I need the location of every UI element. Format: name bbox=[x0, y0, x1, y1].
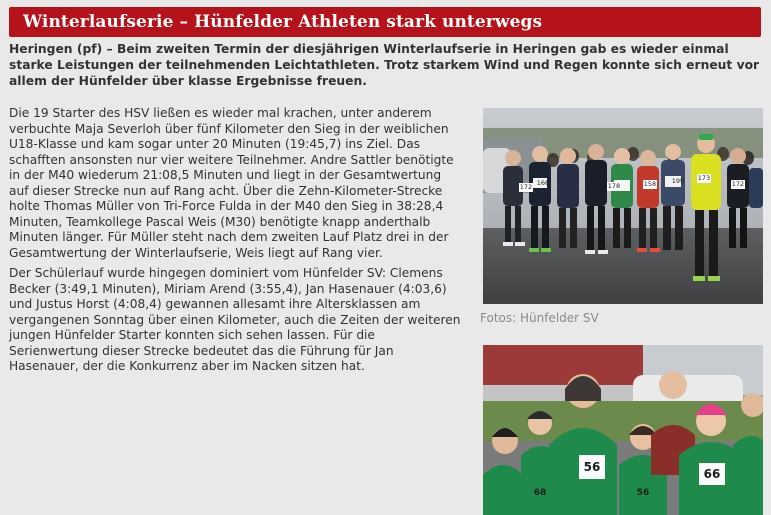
race-bib-number: 166 bbox=[536, 179, 550, 187]
photo-kids-team bbox=[483, 345, 763, 515]
article-paragraph-1: Die 19 Starter des HSV ließen es wieder mal krachen, unter anderem verbuchte Maja Severloh über fünf Kilometer den Sieg in der weiblichen U18-Klasse und kam sogar unter 20 Minuten (19:45,7) ins Ziel. Das schafften ansonsten nur vier weitere Teilnehmer. Andre Sattler benötigte in der M40 wiederum 21:08,5 Minuten und liegt in der Gesamtwertung auf dieser Strecke nun auf Rang acht. Über die Zehn-Kilometer-Strecke holte Thomas Müller von Tri-Force Fulda in der M40 den Sieg in 38:28,4 Minuten, Teamkollege Pascal Weis (M30) benötigte knapp anderthalb Minuten länger. Für Müller steht nach dem zweiten Lauf Platz drei in der Gesamtwertung der Winterlaufserie, Weis liegt auf Rang vier. bbox=[9, 106, 454, 260]
race-bib-number: 173 bbox=[697, 174, 711, 182]
article-paragraph-2: Der Schülerlauf wurde hingegen dominiert vom Hünfelder SV: Clemens Becker (3:49,1 Minuten), Miriam Arend (3:55,4), Jan Hasenauer (4:03,6) und Justus Horst (4:08,4) gewannen allesamt ihre Altersklassen am vergangenen Sonntag über einen Kilometer, auch die Zeiten der weiteren jungen Hünfelder Starter konnten sich sehen lassen. Für die Serienwertung dieser Strecke bedeutet das die Führung für Jan Hasenauer, der die Konkurrenz aber im Nacken sitzen hat. bbox=[9, 266, 461, 373]
race-bib-number: 199 bbox=[671, 177, 685, 185]
photo-race-start bbox=[483, 108, 763, 304]
kid-bib-number: 68 bbox=[533, 488, 547, 498]
article-headline: Winterlaufserie – Hünfelder Athleten stark unterwegs bbox=[23, 12, 543, 32]
race-bib-number: 158 bbox=[643, 180, 657, 188]
race-bib-number: 178 bbox=[607, 182, 621, 190]
kids-team-illustration bbox=[483, 345, 763, 515]
kid-bib-number: 66 bbox=[703, 467, 721, 481]
article-lead: Heringen (pf) – Beim zweiten Termin der diesjährigen Winterlaufserie in Heringen gab es wieder einmal starke Leistungen der teilnehmenden Leichtathleten. Trotz starkem Wind und Regen konnte sich erneut vor allem der Hünfelder über klasse Ergebnisse freuen. bbox=[9, 42, 760, 88]
photo-caption: Fotos: Hünfelder SV bbox=[480, 311, 599, 325]
kid-bib-number: 56 bbox=[583, 460, 601, 474]
kid-bib-number: 56 bbox=[636, 488, 650, 498]
headline-bar bbox=[9, 7, 761, 37]
race-bib-number: 172 bbox=[519, 183, 533, 191]
race-bib-number: 172 bbox=[731, 180, 745, 188]
race-start-illustration bbox=[483, 108, 763, 304]
